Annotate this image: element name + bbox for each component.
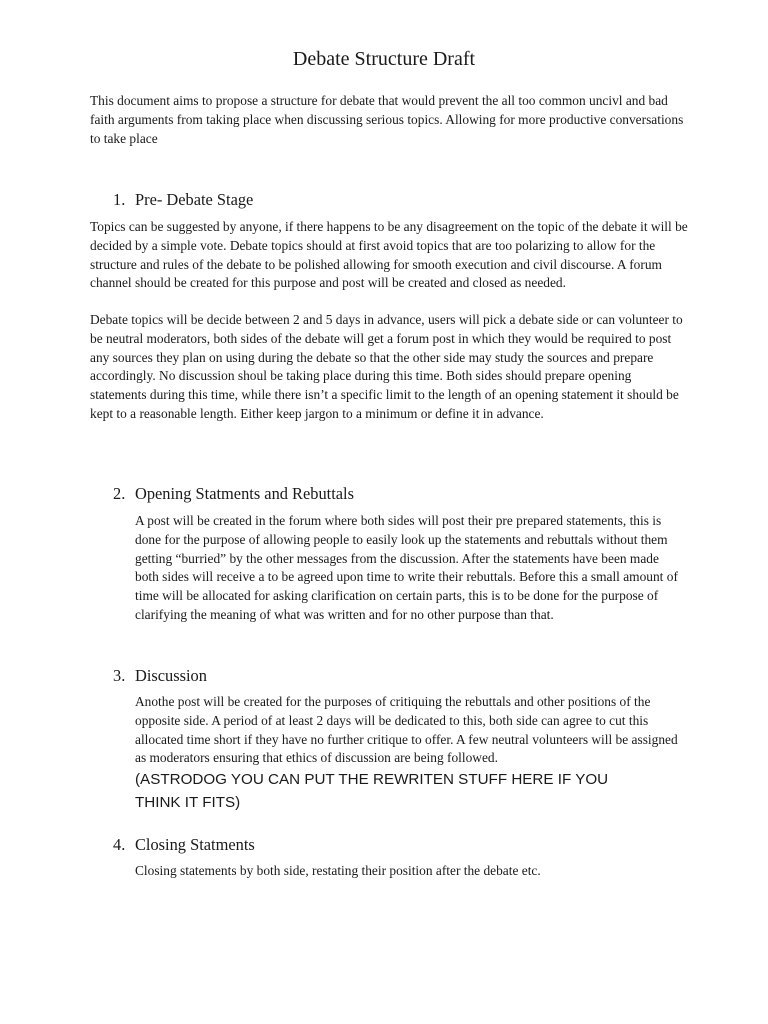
document-title: Debate Structure Draft [292, 48, 476, 70]
section-3-note: (ASTRODOG YOU CAN PUT THE REWRITEN STUFF HERE IF YOU THINK IT FITS) [135, 771, 609, 811]
section-1-heading [113, 189, 253, 211]
section-number: 1. [113, 190, 126, 209]
section-number: 4. [113, 835, 126, 854]
section-title: Pre- Debate Stage [135, 190, 254, 209]
section-number: 3. [113, 666, 126, 685]
section-3-paragraph-1: Anothe post will be created for the purposes of critiquing the rebuttals and other positions of the opposite side. A period of at least 2 days will be dedicated to this, both side can agree to cut this allocated time short if they have no further critique to offer. A few neutral volunteers will be assigned as moderators ensuring that ethics of discussion are being followed. [135, 694, 678, 766]
section-2-heading [113, 483, 354, 505]
intro-paragraph: This document aims to propose a structure for debate that would prevent the all too common uncivl and bad faith arguments from taking place when discussing serious topics. Allowing for more productive conversations to take place [90, 93, 684, 146]
section-1-paragraph-1: Topics can be suggested by anyone, if there happens to be any disagreement on the topic of the debate it will be decided by a simple vote. Debate topics should at first avoid topics that are too polarizing to allow for the structure and rules of the debate to be polished allowing for smooth execution and civil discourse. A forum channel should be created for this purpose and post will be created and closed as needed. [90, 219, 688, 291]
section-3-heading [113, 665, 207, 687]
section-1-paragraph-2: Debate topics will be decide between 2 and 5 days in advance, users will pick a debate side or can volunteer to be neutral moderators, both sides of the debate will get a forum post in which they would be required to post any sources they plan on using during the debate so that the other side may study the sources and prepare accordingly. No discussion shoul be taking place during this time. Both sides should prepare opening statements during this time, while there isn’t a specific limit to the length of an opening statement it should be kept to a reasonable length. Either keep jargon to a minimum or define it in advance. [90, 312, 683, 421]
section-title: Opening Statments and Rebuttals [135, 484, 354, 503]
section-title: Closing Statments [135, 835, 255, 854]
section-4-paragraph-1: Closing statements by both side, restating their position after the debate etc. [135, 863, 541, 878]
section-4-heading [113, 834, 255, 856]
section-2-paragraph-1: A post will be created in the forum where both sides will post their pre prepared statements, this is done for the purpose of allowing people to easily look up the statements and rebuttals without them getting “burried” by the other messages from the discussion. After the statements have been made both sides will receive a to be agreed upon time to write their rebuttals. Before this a small amount of time will be allocated for asking clarification on certain parts, this is to be done for the purpose of clarifying the meaning of what was written and for no other purpose than that. [135, 513, 678, 622]
section-number: 2. [113, 484, 126, 503]
section-title: Discussion [135, 666, 207, 685]
